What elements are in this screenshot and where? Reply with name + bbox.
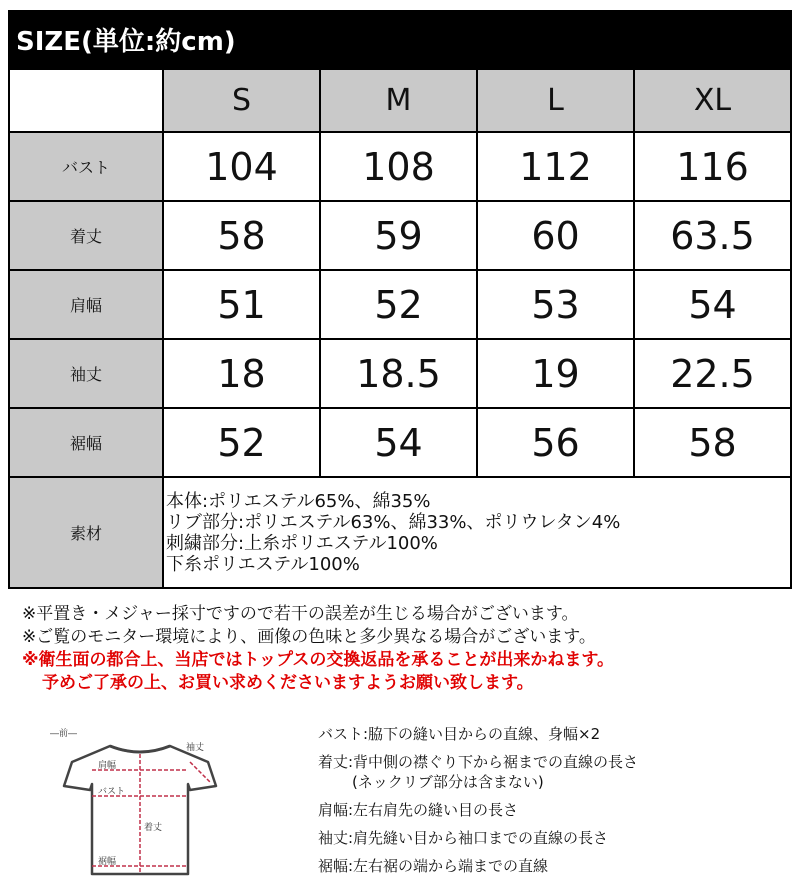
size-header: XL <box>634 69 791 132</box>
definition-shoulder: 肩幅:左右肩先の縫い目の長さ <box>318 801 519 819</box>
size-value: 56 <box>477 408 634 477</box>
table-row <box>9 132 791 201</box>
table-row <box>9 201 791 270</box>
tshirt-diagram-icon <box>40 724 240 884</box>
size-value: 58 <box>163 201 320 270</box>
row-label: 肩幅 <box>9 270 163 339</box>
definition-length-note: (ネックリブ部分は含まない) <box>352 773 544 791</box>
return-policy-note: ※衛生面の都合上、当店ではトップスの交換返品を承ることが出来かねます。 <box>22 650 614 670</box>
diagram-shoulder-label: 肩幅 <box>98 761 117 771</box>
page-title: SIZE(単位:約cm) <box>8 10 792 68</box>
row-label: 袖丈 <box>9 339 163 408</box>
size-value: 54 <box>320 408 477 477</box>
size-table <box>8 68 792 589</box>
size-value: 52 <box>320 270 477 339</box>
size-value: 60 <box>477 201 634 270</box>
material-line: リブ部分:ポリエステル63%、綿33%、ポリウレタン4% <box>166 511 621 533</box>
note-line: ※平置き・メジャー採寸ですので若干の誤差が生じる場合がございます。 <box>22 604 579 624</box>
size-header-row <box>9 69 791 132</box>
row-label: 裾幅 <box>9 408 163 477</box>
size-value: 63.5 <box>634 201 791 270</box>
material-description <box>163 477 791 588</box>
diagram-bust-label: バスト <box>98 787 126 797</box>
diagram-hem-label: 裾幅 <box>98 857 117 867</box>
diagram-length-label: 着丈 <box>144 823 163 833</box>
size-value: 104 <box>163 132 320 201</box>
return-policy-note: 予めご了承の上、お買い求めくださいますようお願い致します。 <box>42 673 534 693</box>
size-value: 18.5 <box>320 339 477 408</box>
definition-hem: 裾幅:左右裾の端から端までの直線 <box>318 857 549 875</box>
table-row <box>9 339 791 408</box>
material-line: 刺繍部分:上糸ポリエステル100% <box>166 532 438 554</box>
size-header: L <box>477 69 634 132</box>
row-label: バスト <box>9 132 163 201</box>
size-value: 58 <box>634 408 791 477</box>
size-value: 116 <box>634 132 791 201</box>
definition-sleeve: 袖丈:肩先縫い目から袖口までの直線の長さ <box>318 829 609 847</box>
size-value: 18 <box>163 339 320 408</box>
size-header: S <box>163 69 320 132</box>
note-line: ※ご覧のモニター環境により、画像の色味と多少異なる場合がございます。 <box>22 627 596 647</box>
size-value: 54 <box>634 270 791 339</box>
size-value: 112 <box>477 132 634 201</box>
material-label: 素材 <box>9 477 163 588</box>
corner-cell <box>9 69 163 132</box>
size-value: 108 <box>320 132 477 201</box>
material-row <box>9 477 791 588</box>
row-label: 着丈 <box>9 201 163 270</box>
diagram-sleeve-label: 袖丈 <box>186 743 205 753</box>
size-value: 59 <box>320 201 477 270</box>
size-value: 19 <box>477 339 634 408</box>
material-line: 本体:ポリエステル65%、綿35% <box>166 490 431 512</box>
measurement-definitions <box>318 724 638 884</box>
size-value: 22.5 <box>634 339 791 408</box>
size-value: 51 <box>163 270 320 339</box>
table-row <box>9 270 791 339</box>
size-value: 52 <box>163 408 320 477</box>
size-header: M <box>320 69 477 132</box>
notes-section <box>22 603 614 695</box>
definition-length: 着丈:背中側の襟ぐり下から裾までの直線の長さ <box>318 753 639 771</box>
table-row <box>9 408 791 477</box>
definition-bust: バスト:脇下の縫い目からの直線、身幅×2 <box>318 725 601 743</box>
diagram-front-label: ―前― <box>50 729 78 739</box>
material-line: 下糸ポリエステル100% <box>166 553 360 575</box>
measurement-diagram <box>40 724 240 884</box>
size-value: 53 <box>477 270 634 339</box>
